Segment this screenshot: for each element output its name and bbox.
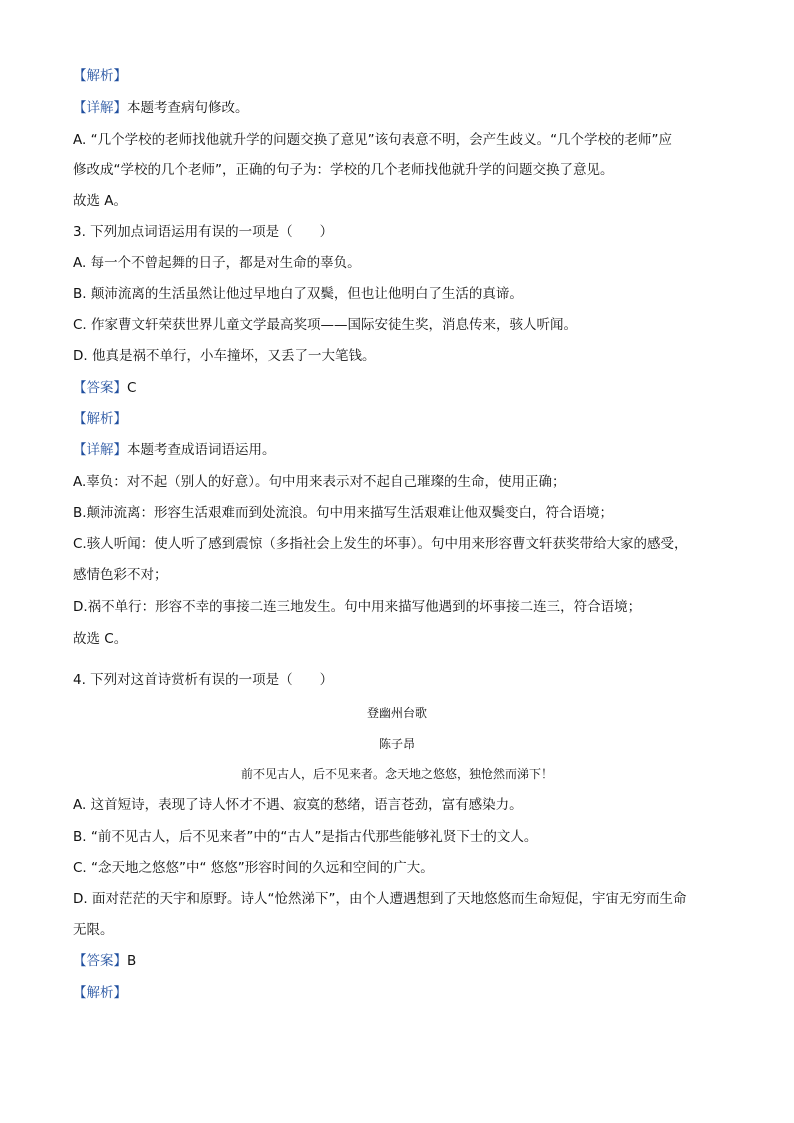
option-c: C. 作家曹文轩荣获世界儿童文学最高奖项——国际安徒生奖，消息传来，骇人听闻。 xyxy=(73,317,578,333)
question-3: 3. 下列加点词语运用有误的一项是（ ） xyxy=(73,224,334,240)
analysis-heading: 【解析】 xyxy=(73,68,127,84)
detail-heading: 【详解】 xyxy=(73,100,127,116)
option-a: A. 每一个不曾起舞的日子，都是对生命的辜负。 xyxy=(73,255,361,271)
detail-line xyxy=(73,98,723,118)
analysis-heading: 【解析】 xyxy=(73,411,127,427)
option-d-continued: 无限。 xyxy=(73,922,114,938)
explanation-line: B.颠沛流离：形容生活艰难而到处流浪。句中用来描写生活艰难让他双鬓变白，符合语境； xyxy=(73,505,614,521)
option-d: D. 他真是祸不单行，小车撞坏，又丢了一大笔钱。 xyxy=(73,348,376,364)
conclusion: 故选 C。 xyxy=(73,631,128,647)
detail-text: 本题考查病句修改。 xyxy=(127,100,249,116)
explanation-line: C.骇人听闻：使人听了感到震惊（多指社会上发生的坏事）。句中用来形容曹文轩获奖带给大家的感受， xyxy=(73,536,688,552)
question-4: 4. 下列对这首诗赏析有误的一项是（ ） xyxy=(73,672,334,688)
option-d: D. 面对茫茫的天宇和原野。诗人“怆然涕下”，由个人遭遇想到了天地悠悠而生命短促，宇宙无穷而生命 xyxy=(73,891,687,907)
answer-value: B xyxy=(127,953,137,969)
explanation-line: A. “几个学校的老师找他就升学的问题交换了意见”该句表意不明，会产生歧义。“几个学校的老师”应 xyxy=(73,132,673,148)
explanation-line: A.辜负：对不起（别人的好意）。句中用来表示对不起自己璀璨的生命，使用正确； xyxy=(73,474,566,490)
option-b: B. 颠沛流离的生活虽然让他过早地白了双鬓，但也让他明白了生活的真谛。 xyxy=(73,286,523,302)
conclusion: 故选 A。 xyxy=(73,193,128,209)
answer-line xyxy=(73,951,723,971)
poem-title: 登幽州台歌 xyxy=(366,706,427,720)
answer-heading: 【答案】 xyxy=(73,380,127,396)
explanation-line: 感情色彩不对； xyxy=(73,567,168,583)
answer-heading: 【答案】 xyxy=(73,953,127,969)
detail-text: 本题考查成语词语运用。 xyxy=(127,442,276,458)
answer-line xyxy=(73,378,723,398)
detail-heading: 【详解】 xyxy=(73,442,127,458)
option-c: C. “念天地之悠悠”中“ 悠悠”形容时间的久远和空间的广大。 xyxy=(73,860,434,876)
detail-line xyxy=(73,440,723,460)
poem-author: 陈子昂 xyxy=(378,737,415,751)
poem-text: 前不见古人，后不见来者。念天地之悠悠，独怆然而涕下！ xyxy=(240,767,553,781)
explanation-line: D.祸不单行：形容不幸的事接二连三地发生。句中用来描写他遇到的坏事接二连三，符合语境； xyxy=(73,599,642,615)
option-b: B. “前不见古人，后不见来者”中的“古人”是指古代那些能够礼贤下士的文人。 xyxy=(73,829,538,845)
answer-value: C xyxy=(127,380,137,396)
explanation-line: 修改成“学校的几个老师”，正确的句子为：学校的几个老师找他就升学的问题交换了意见。 xyxy=(73,162,614,178)
analysis-heading: 【解析】 xyxy=(73,985,127,1001)
option-a: A. 这首短诗，表现了诗人怀才不遇、寂寞的愁绪，语言苍劲，富有感染力。 xyxy=(73,797,523,813)
